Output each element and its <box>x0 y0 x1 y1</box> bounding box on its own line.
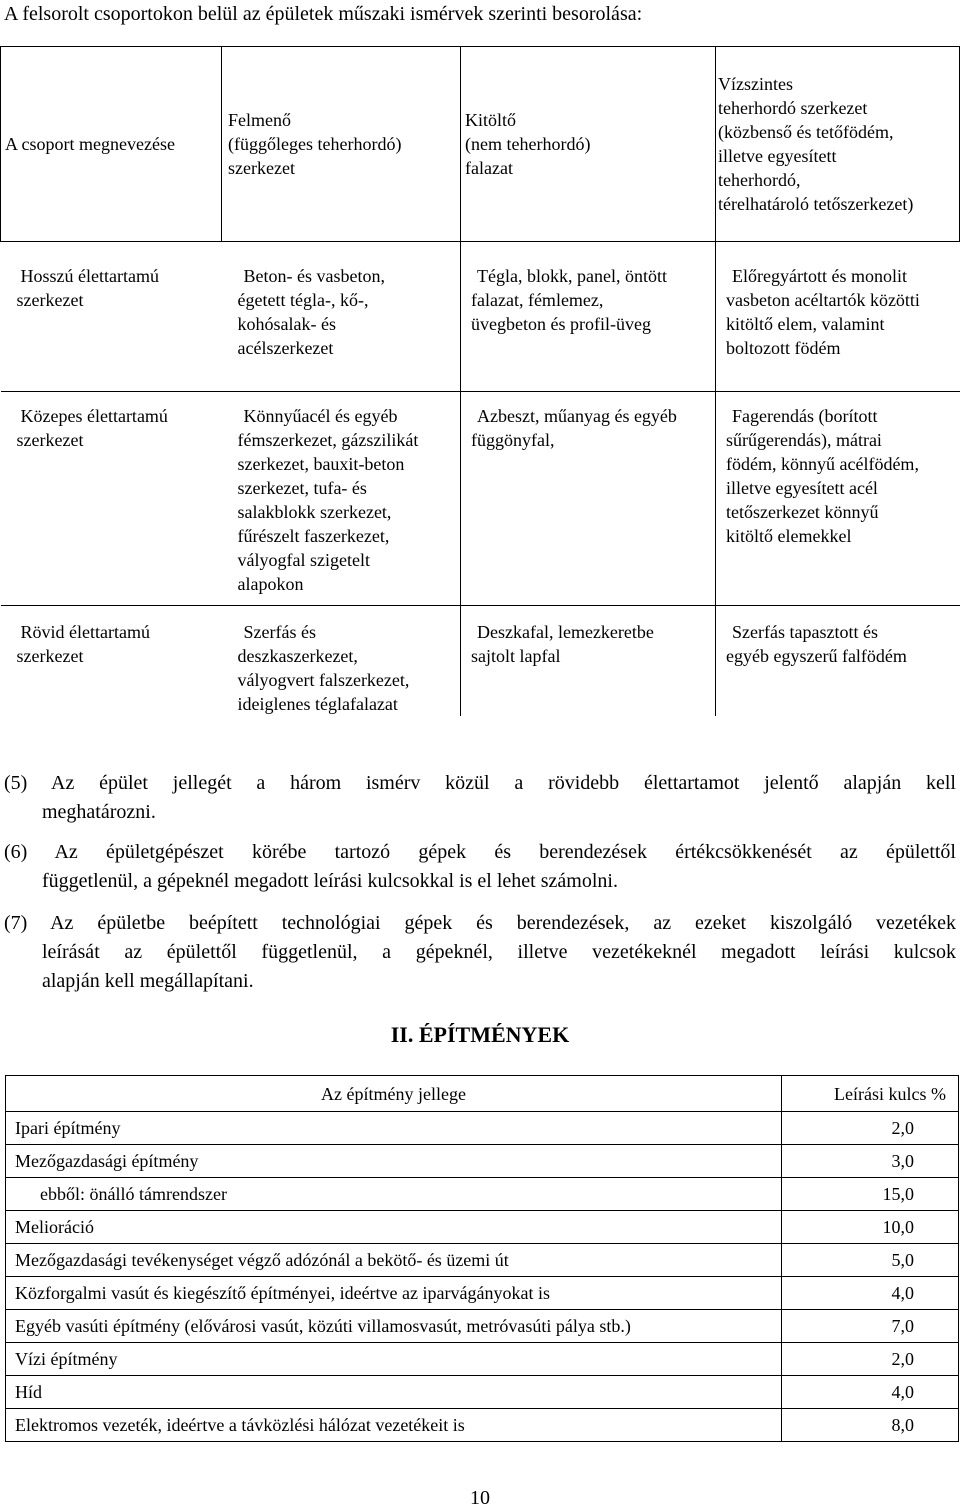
structure-rate: 4,0 <box>782 1277 959 1310</box>
cell-line: alapokon <box>237 574 304 594</box>
table-cell <box>222 242 461 392</box>
structure-name: Vízi építmény <box>6 1343 782 1376</box>
cell-line: Azbeszt, műanyag és egyéb <box>477 406 677 426</box>
table-row <box>6 1244 959 1277</box>
header-load-bearing <box>222 47 461 242</box>
table-cell <box>1 242 222 392</box>
table-row <box>6 1211 959 1244</box>
header-line: teherhordó, <box>718 170 801 190</box>
cell-line: vályogvert falszerkezet, <box>237 670 410 690</box>
paragraph-6 <box>4 838 956 896</box>
paragraph-line: függetlenül, a gépeknél megadott leírási kulcsokkal is el lehet számolni. <box>42 870 618 892</box>
structure-name: Elektromos vezeték, ideértve a távközlési hálózat vezetékeit is <box>6 1409 782 1442</box>
cell-line: deszkaszerkezet, <box>237 646 358 666</box>
cell-line: vályogfal szigetelt <box>237 550 370 570</box>
cell-line: szerkezet, bauxit-beton <box>237 454 405 474</box>
header-horizontal <box>716 47 960 242</box>
header-line: Kitöltő <box>465 110 517 130</box>
cell-line: sajtolt lapfal <box>471 646 561 666</box>
cell-line: acélszerkezet <box>237 338 334 358</box>
table-row <box>6 1277 959 1310</box>
header-group-name <box>1 47 222 242</box>
cell-line: szerkezet, tufa- és <box>237 478 367 498</box>
structure-name: Ipari építmény <box>6 1112 782 1145</box>
paragraph-line: leírását az épülettől függetlenül, a gépeknél, illetve vezetékeknél megadott leírási kulcsok <box>42 941 956 963</box>
table-cell <box>461 242 716 392</box>
structure-name: Mezőgazdasági építmény <box>6 1145 782 1178</box>
cell-line: fémszerkezet, gázszilikát <box>237 430 419 450</box>
header-line: Vízszintes <box>718 74 793 94</box>
paragraph-line: alapján kell megállapítani. <box>42 970 254 992</box>
structure-rate: 2,0 <box>782 1343 959 1376</box>
header-line: A csoport megnevezése <box>5 134 175 154</box>
cell-line: vasbeton acéltartók közötti <box>726 290 920 310</box>
table-row <box>6 1409 959 1442</box>
cell-line: salakblokk szerkezet, <box>237 502 392 522</box>
structure-rate: 3,0 <box>782 1145 959 1178</box>
header-line: Felmenő <box>228 110 291 130</box>
header-rate: Leírási kulcs % <box>782 1076 959 1112</box>
table-cell <box>222 392 461 606</box>
header-line: szerkezet <box>228 158 295 178</box>
cell-line: födém, könnyű acélfödém, <box>726 454 919 474</box>
section-title: II. ÉPÍTMÉNYEK <box>390 1022 570 1047</box>
structure-rate: 7,0 <box>782 1310 959 1343</box>
structure-name: Melioráció <box>6 1211 782 1244</box>
structure-rate: 2,0 <box>782 1112 959 1145</box>
cell-line: Közepes élettartamú <box>20 406 168 426</box>
table-cell <box>716 606 960 717</box>
table-row <box>6 1178 959 1211</box>
table-cell <box>716 392 960 606</box>
cell-line: fűrészelt faszerkezet, <box>237 526 390 546</box>
table-cell <box>716 242 960 392</box>
classification-row-long <box>1 242 960 392</box>
cell-line: Előregyártott és monolit <box>732 266 907 286</box>
cell-line: szerkezet <box>16 290 84 310</box>
header-line: illetve egyesített <box>718 146 837 166</box>
table-row <box>6 1376 959 1409</box>
cell-line: sűrűgerendás), mátrai <box>726 430 882 450</box>
cell-line: üvegbeton és profil-üveg <box>471 314 651 334</box>
header-line: (függőleges teherhordó) <box>228 134 402 154</box>
paragraph-line: meghatározni. <box>42 801 156 823</box>
cell-line: függönyfal, <box>471 430 555 450</box>
classification-row-short <box>1 606 960 717</box>
structure-name: ebből: önálló támrendszer <box>6 1178 782 1211</box>
page-number: 10 <box>470 1487 490 1509</box>
classification-header-row <box>1 47 960 242</box>
structure-rate: 15,0 <box>782 1178 959 1211</box>
cell-line: Deszkafal, lemezkeretbe <box>477 622 654 642</box>
table-cell <box>461 606 716 717</box>
paragraph-line: (6) Az épületgépészet körébe tartozó gépek és berendezések értékcsökkenését az épülettől <box>4 841 956 863</box>
structure-rate: 8,0 <box>782 1409 959 1442</box>
rates-header-row <box>6 1076 959 1112</box>
depreciation-rates-table <box>5 1075 959 1442</box>
table-cell <box>1 392 222 606</box>
header-line: (közbenső és tetőfödém, <box>718 122 894 142</box>
classification-table <box>0 46 960 716</box>
table-cell <box>1 606 222 717</box>
header-infill <box>461 47 716 242</box>
structure-name: Híd <box>6 1376 782 1409</box>
cell-line: boltozott födém <box>726 338 841 358</box>
structure-rate: 10,0 <box>782 1211 959 1244</box>
cell-line: kitöltő elemekkel <box>726 526 852 546</box>
page-heading: A felsorolt csoportokon belül az épületek műszaki ismérvek szerinti besorolása: <box>4 3 643 25</box>
classification-row-medium <box>1 392 960 606</box>
header-line: falazat <box>465 158 513 178</box>
cell-line: Fagerendás (borított <box>732 406 878 426</box>
paragraph-7 <box>4 909 956 996</box>
cell-line: Hosszú élettartamú <box>20 266 159 286</box>
cell-line: Beton- és vasbeton, <box>243 266 385 286</box>
cell-line: falazat, fémlemez, <box>471 290 604 310</box>
paragraph-line: (5) Az épület jellegét a három ismérv közül a rövidebb élettartamot jelentő alapján kell <box>4 772 956 794</box>
structure-rate: 5,0 <box>782 1244 959 1277</box>
paragraph-5 <box>4 769 956 827</box>
cell-line: ideiglenes téglafalazat <box>237 694 398 714</box>
header-line: térelhatároló tetőszerkezet) <box>718 194 914 214</box>
cell-line: egyéb egyszerű falfödém <box>726 646 907 666</box>
structure-name: Közforgalmi vasút és kiegészítő építményei, ideértve az iparvágányokat is <box>6 1277 782 1310</box>
cell-line: Könnyűacél és egyéb <box>243 406 398 426</box>
header-structure-type: Az építmény jellege <box>6 1076 782 1112</box>
cell-line: szerkezet <box>16 430 84 450</box>
table-row <box>6 1112 959 1145</box>
cell-line: Szerfás tapasztott és <box>732 622 878 642</box>
paragraph-line: (7) Az épületbe beépített technológiai gépek és berendezések, az ezeket kiszolgáló vezetékek <box>4 912 956 934</box>
table-row <box>6 1145 959 1178</box>
structure-name: Egyéb vasúti építmény (elővárosi vasút, közúti villamosvasút, metróvasúti pálya stb.) <box>6 1310 782 1343</box>
cell-line: tetőszerkezet könnyű <box>726 502 879 522</box>
cell-line: kitöltő elem, valamint <box>726 314 885 334</box>
cell-line: Szerfás és <box>243 622 316 642</box>
cell-line: kohósalak- és <box>237 314 336 334</box>
structure-name: Mezőgazdasági tevékenységet végző adózónál a bekötő- és üzemi út <box>6 1244 782 1277</box>
cell-line: illetve egyesített acél <box>726 478 878 498</box>
cell-line: Tégla, blokk, panel, öntött <box>477 266 667 286</box>
cell-line: Rövid élettartamú <box>20 622 150 642</box>
header-line: teherhordó szerkezet <box>718 98 868 118</box>
table-cell <box>222 606 461 717</box>
cell-line: égetett tégla-, kő-, <box>237 290 369 310</box>
table-row <box>6 1343 959 1376</box>
table-row <box>6 1310 959 1343</box>
header-line: (nem teherhordó) <box>465 134 591 154</box>
table-cell <box>461 392 716 606</box>
structure-rate: 4,0 <box>782 1376 959 1409</box>
cell-line: szerkezet <box>16 646 84 666</box>
